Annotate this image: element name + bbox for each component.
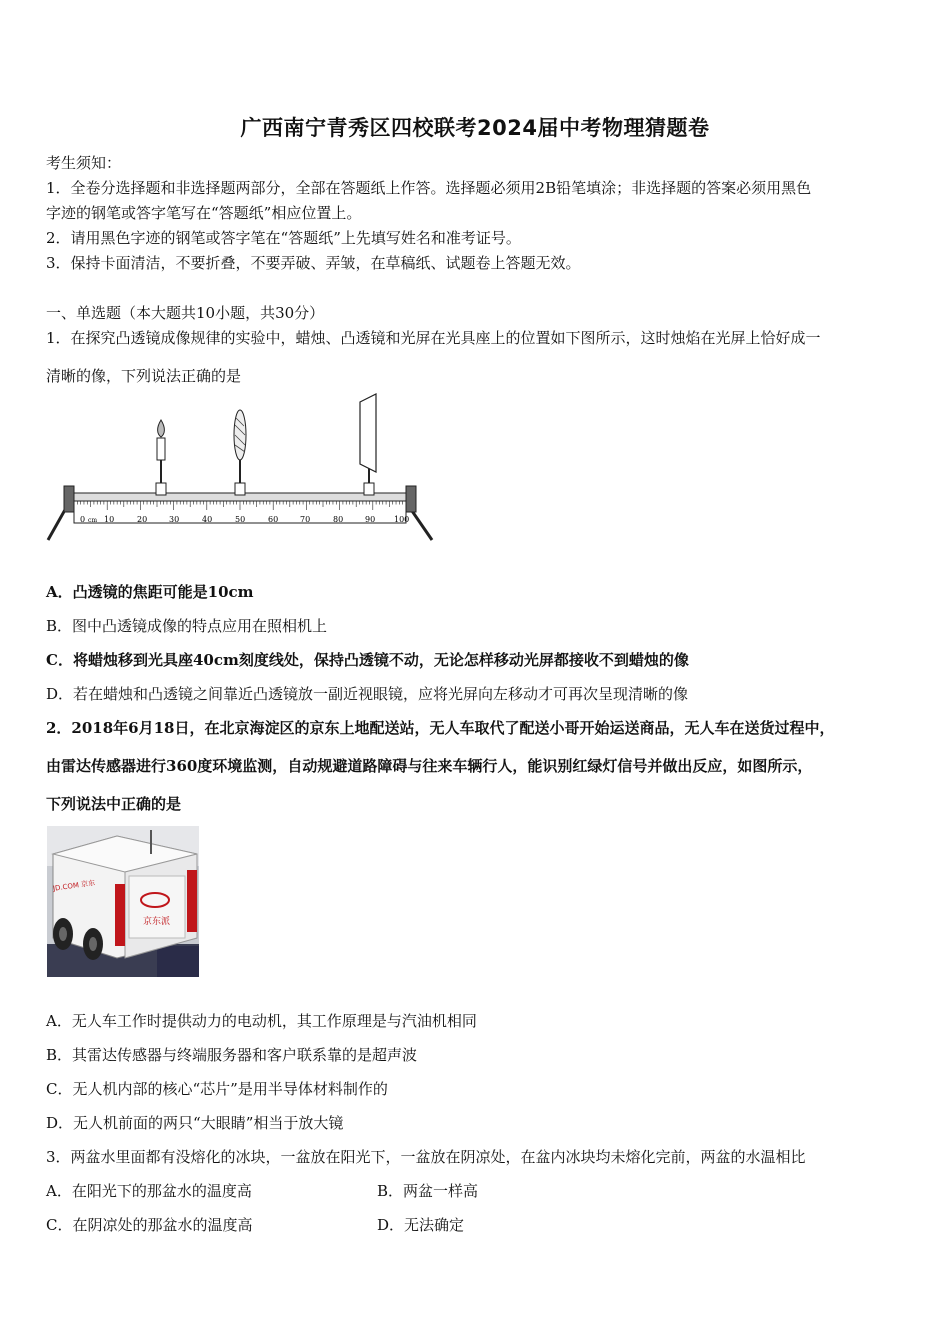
q2-option-b[interactable]: B．其雷达传感器与终端服务器和客户联系靠的是超声波 (46, 1046, 418, 1064)
q2-stem-line2: 由雷达传感器进行360度环境监测，自动规避道路障碍与往来车辆行人，能识别红绿灯信号并做出反应，如图所示， (46, 757, 813, 775)
q3-option-c[interactable]: C．在阴凉处的那盆水的温度高 (46, 1216, 253, 1234)
q1-option-b[interactable]: B．图中凸透镜成像的特点应用在照相机上 (46, 617, 328, 635)
car-brand-label: 京东派 (143, 917, 171, 927)
q3-option-a[interactable]: A．在阳光下的那盆水的温度高 (46, 1182, 252, 1200)
optical-bench-figure (44, 390, 436, 545)
left-tail-light (115, 884, 125, 946)
q1-option-d[interactable]: D．若在蜡烛和凸透镜之间靠近凸透镜放一副近视眼镜，应将光屏向左移动才可再次呈现清晰的像 (46, 685, 689, 703)
tick-label-20: 20 (137, 515, 148, 524)
notice-item-3: 3．保持卡面清洁，不要折叠，不要弄破、弄皱，在草稿纸、试题卷上答题无效。 (46, 254, 581, 272)
tick-label-0: 0 (80, 515, 86, 524)
notice-heading: 考生须知： (46, 154, 122, 172)
q2-stem-line1: 2．2018年6月18日，在北京海淀区的京东上地配送站，无人车取代了配送小哥开始运送商品，无人车在送货过程中， (46, 719, 835, 737)
light-screen (360, 394, 376, 495)
q2-option-d[interactable]: D．无人机前面的两只“大眼睛”相当于放大镜 (46, 1114, 344, 1132)
delivery-car-photo (47, 826, 199, 977)
section-heading: 一、单选题（本大题共10小题，共30分） (46, 304, 325, 322)
q3-stem: 3．两盆水里面都有没熔化的冰块，一盆放在阳光下，一盆放在阴凉处，在盆内冰块均未熔化完前，两盆的水温相比 (46, 1148, 806, 1166)
right-leg (410, 508, 432, 540)
left-leg (48, 508, 66, 540)
q1-stem-line1: 1．在探究凸透镜成像规律的实验中，蜡烛、凸透镜和光屏在光具座上的位置如下图所示，这时烛焰在光屏上恰好成一 (46, 329, 821, 347)
candle (156, 420, 166, 495)
right-tail-light (187, 870, 197, 932)
tick-label-80: 80 (333, 515, 344, 524)
notice-item-2: 2．请用黑色字迹的钢笔或答字笔在“答题纸”上先填写姓名和准考证号。 (46, 229, 521, 247)
q3-option-d[interactable]: D．无法确定 (377, 1216, 465, 1234)
q1-option-a[interactable]: A．凸透镜的焦距可能是10cm (46, 583, 254, 601)
tick-label-40: 40 (202, 515, 213, 524)
q1-stem-line2: 清晰的像，下列说法正确的是 (46, 367, 242, 385)
notice-item-1-cont: 字迹的钢笔或答字笔写在“答题纸”相应位置上。 (46, 204, 362, 222)
notice-item-1: 1．全卷分选择题和非选择题两部分，全部在答题纸上作答。选择题必须用2B铅笔填涂；非选择题的答案必须用黑色 (46, 179, 812, 197)
candle-flame (158, 420, 165, 437)
left-end-post (64, 486, 74, 512)
q2-option-c[interactable]: C．无人机内部的核心“芯片”是用半导体材料制作的 (46, 1080, 388, 1098)
q1-option-c[interactable]: C．将蜡烛移到光具座40cm刻度线处，保持凸透镜不动，无论怎样移动光屏都接收不到蜡烛的像 (46, 651, 689, 669)
q2-stem-line3: 下列说法中正确的是 (46, 795, 182, 813)
q3-option-b[interactable]: B．两盆一样高 (377, 1182, 479, 1200)
page-title: 广西南宁青秀区四校联考2024届中考物理猜题卷 (240, 116, 710, 140)
tick-label-70: 70 (300, 515, 311, 524)
tick-label-10: 10 (104, 515, 115, 524)
car-side-label: JD.COM 京东 (52, 878, 96, 893)
convex-lens (234, 410, 246, 495)
tick-label-30: 30 (169, 515, 180, 524)
q2-option-a[interactable]: A．无人车工作时提供动力的电动机，其工作原理是与汽油机相同 (46, 1012, 477, 1030)
ruler-unit: cm (88, 517, 98, 524)
tick-label-60: 60 (268, 515, 279, 524)
tick-label-50: 50 (235, 515, 246, 524)
right-end-post (406, 486, 416, 512)
tick-label-90: 90 (365, 515, 376, 524)
tick-label-100: 100 (394, 515, 410, 524)
